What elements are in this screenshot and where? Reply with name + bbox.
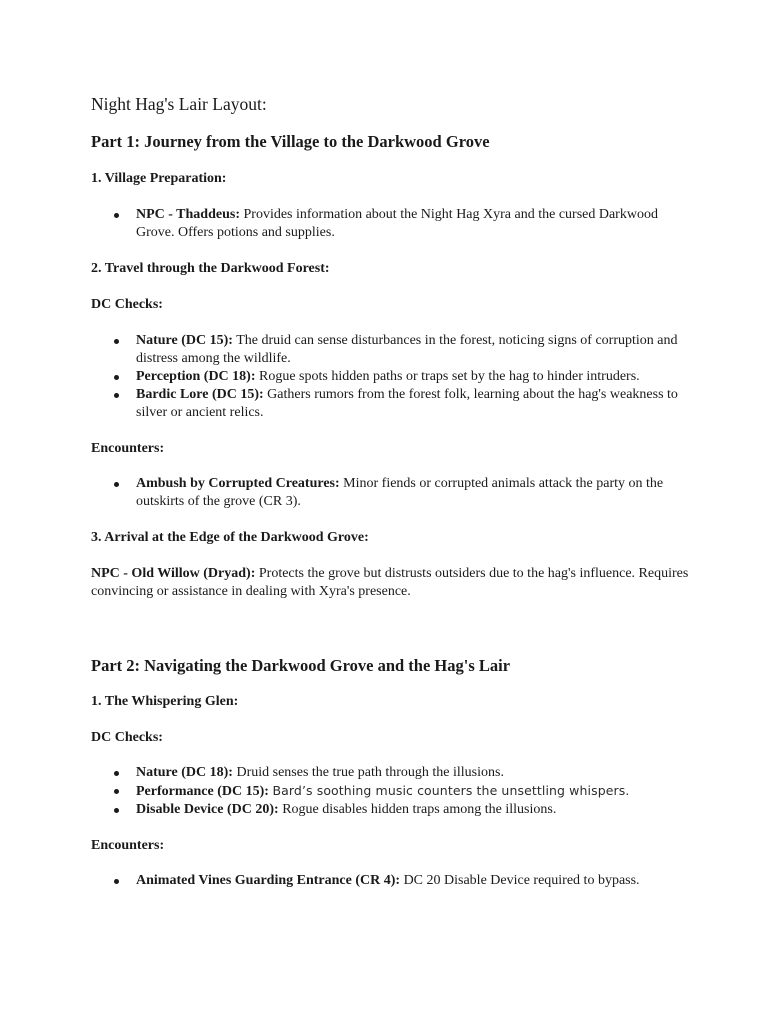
travel-forest-heading: 2. Travel through the Darkwood Forest: xyxy=(91,261,330,276)
item-text: Gathers rumors from the forest folk, learning about the hag's weakness to silver or ancient relics. xyxy=(136,387,678,420)
glen-dc-checks-list xyxy=(91,764,691,819)
npc-text: Protects the grove but distrusts outsiders due to the hag's influence. Requires convincing or assistance in dealing with Xyra's presence. xyxy=(91,566,689,599)
bullet-icon xyxy=(114,771,119,776)
list-item xyxy=(91,872,691,890)
bullet-icon xyxy=(114,213,119,218)
bullet-icon xyxy=(114,339,119,344)
bullet-icon xyxy=(114,789,119,794)
item-term: Perception (DC 18): xyxy=(136,369,256,384)
whispering-glen-heading: 1. The Whispering Glen: xyxy=(91,694,239,709)
encounters-heading: Encounters: xyxy=(91,441,165,456)
item-text: The druid can sense disturbances in the forest, noticing signs of corruption and distress among the wildlife. xyxy=(136,333,678,366)
item-term: Bardic Lore (DC 15): xyxy=(136,387,264,402)
bullet-icon xyxy=(114,393,119,398)
part-2-heading: Part 2: Navigating the Darkwood Grove and the Hag's Lair xyxy=(91,656,511,675)
list-item xyxy=(91,206,691,242)
list-item xyxy=(91,475,691,511)
item-term: Ambush by Corrupted Creatures: xyxy=(136,476,340,491)
bullet-icon xyxy=(114,879,119,884)
item-term: Disable Device (DC 20): xyxy=(136,802,279,817)
arrival-grove-heading: 3. Arrival at the Edge of the Darkwood Grove: xyxy=(91,530,369,545)
item-text: Provides information about the Night Hag Xyra and the cursed Darkwood Grove. Offers potions and supplies. xyxy=(136,207,658,240)
travel-encounters-list xyxy=(91,475,691,511)
item-term: Performance (DC 15): xyxy=(136,784,269,799)
dc-checks-heading: DC Checks: xyxy=(91,297,163,312)
travel-dc-checks-list xyxy=(91,332,691,422)
village-preparation-list xyxy=(91,206,691,242)
item-text: Rogue disables hidden traps among the illusions. xyxy=(282,802,557,817)
item-term: Animated Vines Guarding Entrance (CR 4): xyxy=(136,873,401,888)
npc-term: NPC - Old Willow (Dryad): xyxy=(91,566,256,581)
glen-encounters-list xyxy=(91,872,691,890)
document-title: Night Hag's Lair Layout: xyxy=(91,94,267,114)
list-item xyxy=(91,801,691,819)
list-item xyxy=(91,764,691,782)
list-item xyxy=(91,368,691,386)
village-preparation-heading: 1. Village Preparation: xyxy=(91,171,227,186)
item-term: NPC - Thaddeus: xyxy=(136,207,240,222)
list-item xyxy=(91,332,691,368)
item-term: Nature (DC 18): xyxy=(136,765,233,780)
encounters-heading: Encounters: xyxy=(91,838,165,853)
item-term: Nature (DC 15): xyxy=(136,333,233,348)
list-item xyxy=(91,782,691,801)
item-text: Druid senses the true path through the illusions. xyxy=(236,765,504,780)
list-item xyxy=(91,386,691,422)
bullet-icon xyxy=(114,482,119,487)
bullet-icon xyxy=(114,375,119,380)
item-text: DC 20 Disable Device required to bypass. xyxy=(403,873,640,888)
dc-checks-heading: DC Checks: xyxy=(91,730,163,745)
part-1-heading: Part 1: Journey from the Village to the Darkwood Grove xyxy=(91,132,490,151)
item-text: Rogue spots hidden paths or traps set by the hag to hinder intruders. xyxy=(259,369,640,384)
bullet-icon xyxy=(114,808,119,813)
old-willow-paragraph xyxy=(91,565,691,601)
item-text: Minor fiends or corrupted animals attack the party on the outskirts of the grove (CR 3). xyxy=(136,476,664,509)
item-text: Bard’s soothing music counters the unsettling whispers. xyxy=(272,783,630,798)
